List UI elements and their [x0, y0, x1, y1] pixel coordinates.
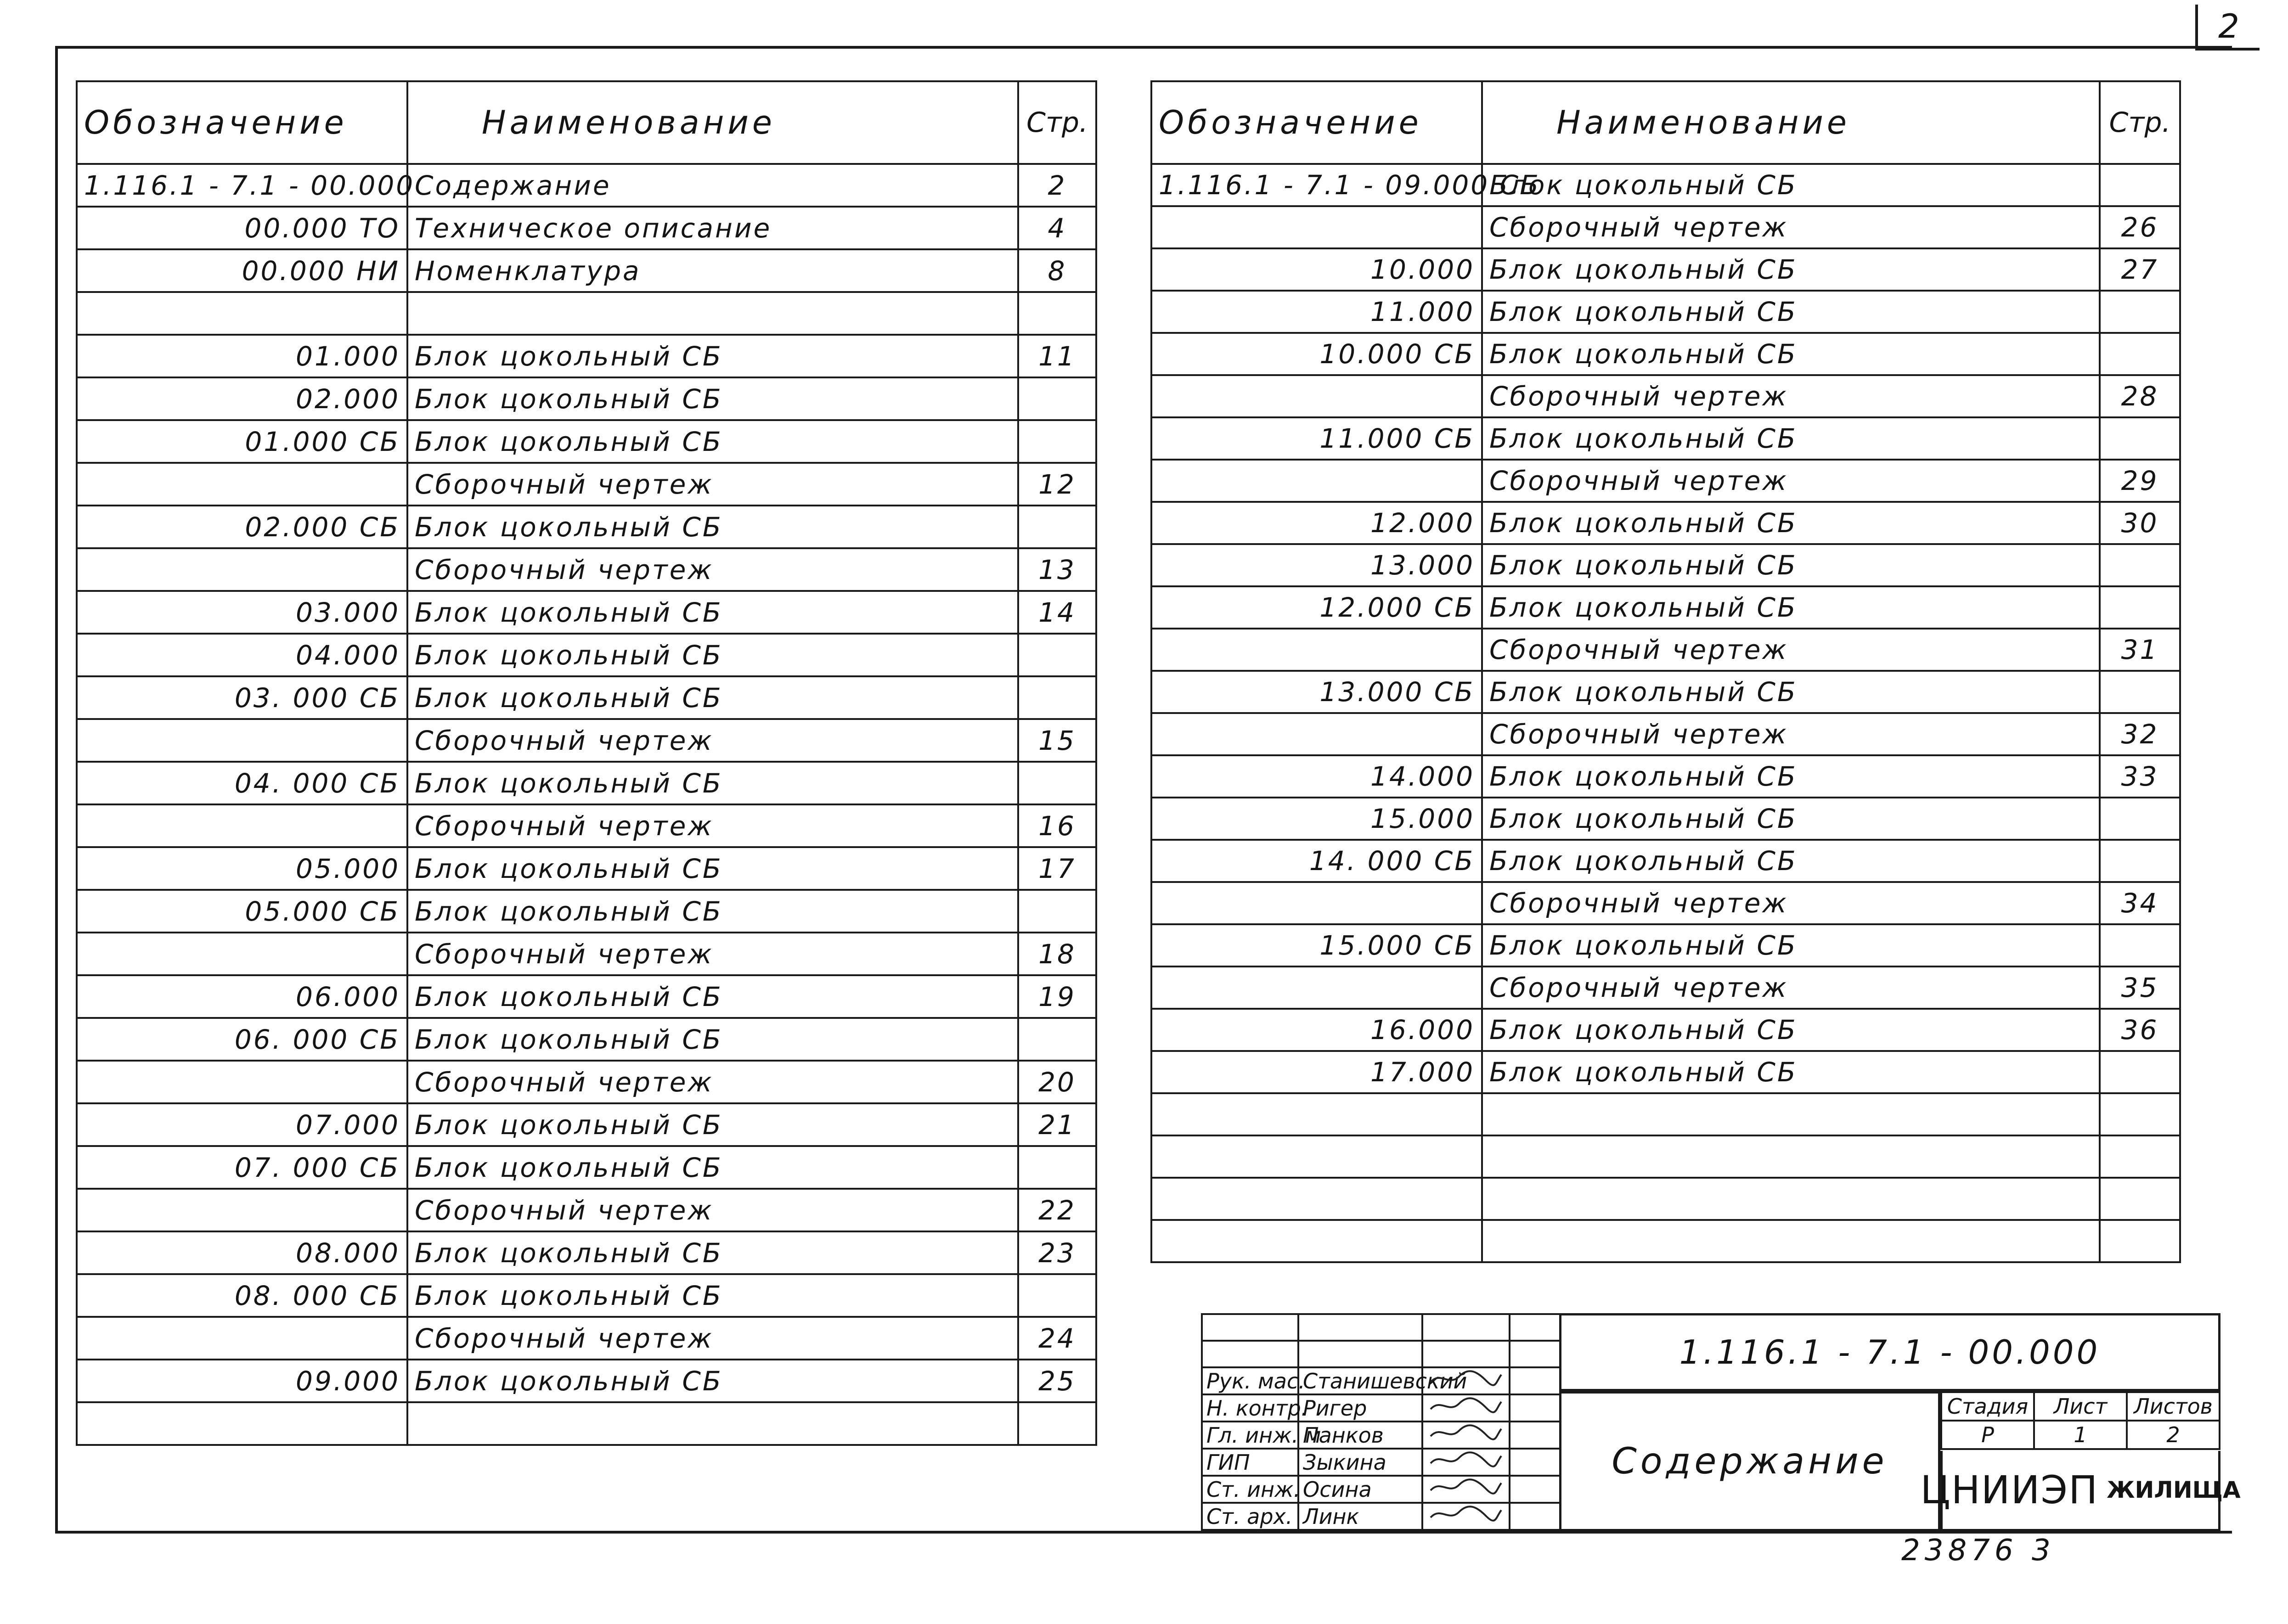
- toc-code: 01.000: [77, 335, 407, 377]
- toc-page: 28: [2100, 375, 2180, 417]
- header-page: Стр.: [2100, 81, 2180, 164]
- toc-name: Блок цокольный СБ: [407, 1018, 1018, 1061]
- toc-name: Номенклатура: [407, 249, 1018, 292]
- organization-subtitle: ЖИЛИЩА: [2107, 1477, 2241, 1503]
- toc-page: 30: [2100, 502, 2180, 544]
- toc-row: [77, 1317, 1096, 1360]
- toc-name: [1482, 1093, 2100, 1135]
- toc-page: [2100, 164, 2180, 206]
- toc-page: 13: [1018, 548, 1096, 591]
- toc-row: [1151, 713, 2180, 755]
- toc-row: [1151, 755, 2180, 798]
- toc-page: 34: [2100, 882, 2180, 924]
- toc-name: Блок цокольный СБ: [407, 1146, 1018, 1189]
- toc-name: Блок цокольный СБ: [407, 634, 1018, 676]
- toc-name: Блок цокольный СБ: [407, 1103, 1018, 1146]
- toc-row: [77, 933, 1096, 975]
- toc-page: [2100, 671, 2180, 713]
- toc-page: 24: [1018, 1317, 1096, 1360]
- toc-page: 27: [2100, 248, 2180, 291]
- toc-code: 16.000: [1151, 1009, 1482, 1051]
- signature-row: [1202, 1367, 1560, 1394]
- toc-row: [1151, 248, 2180, 291]
- toc-page: 31: [2100, 629, 2180, 671]
- toc-row: [1151, 544, 2180, 586]
- toc-name: Блок цокольный СБ: [407, 1231, 1018, 1274]
- toc-name: Сборочный чертеж: [407, 463, 1018, 506]
- toc-name: Блок цокольный СБ: [407, 975, 1018, 1018]
- toc-name: Блок цокольный СБ: [1482, 798, 2100, 840]
- toc-name: Блок цокольный СБ: [1482, 544, 2100, 586]
- toc-row: [77, 1402, 1096, 1445]
- toc-code: [77, 719, 407, 762]
- toc-name: Блок цокольный СБ: [407, 1274, 1018, 1317]
- toc-page: 14: [1018, 591, 1096, 634]
- toc-code: [77, 1061, 407, 1103]
- toc-page: [2100, 1178, 2180, 1220]
- toc-row: [77, 762, 1096, 804]
- toc-name: Блок цокольный СБ: [407, 335, 1018, 377]
- stage-sheet-table: [1940, 1391, 2220, 1450]
- toc-code: 06. 000 СБ: [77, 1018, 407, 1061]
- sheet-number: 2: [2195, 5, 2260, 51]
- toc-code: 05.000 СБ: [77, 890, 407, 933]
- toc-page: 8: [1018, 249, 1096, 292]
- toc-row: [77, 847, 1096, 890]
- toc-row: [77, 249, 1096, 292]
- toc-row: [1151, 629, 2180, 671]
- toc-code: 1.116.1 - 7.1 - 09.000 СБ: [1151, 164, 1482, 206]
- handwritten-signature: [1422, 1449, 1510, 1476]
- toc-row: [1151, 460, 2180, 502]
- organization: [1920, 1451, 2241, 1531]
- toc-row: [1151, 375, 2180, 417]
- sheets-value: 2: [2127, 1421, 2220, 1449]
- toc-row: [1151, 502, 2180, 544]
- toc-page: [2100, 840, 2180, 882]
- toc-row: [1151, 882, 2180, 924]
- toc-code: 08. 000 СБ: [77, 1274, 407, 1317]
- handwritten-signature: [1422, 1394, 1510, 1422]
- toc-name: Содержание: [407, 164, 1018, 207]
- toc-page: [2100, 1093, 2180, 1135]
- document-title: Содержание: [1559, 1391, 1940, 1531]
- date-cell: [1510, 1394, 1560, 1422]
- toc-code: [1151, 629, 1482, 671]
- toc-name: Сборочный чертеж: [407, 719, 1018, 762]
- toc-code: 04.000: [77, 634, 407, 676]
- toc-row: [77, 676, 1096, 719]
- toc-name: Блок цокольный СБ: [407, 1360, 1018, 1402]
- toc-name: Блок цокольный СБ: [407, 591, 1018, 634]
- toc-name: Блок цокольный СБ: [1482, 1051, 2100, 1093]
- header-page: Стр.: [1018, 81, 1096, 164]
- toc-page: 15: [1018, 719, 1096, 762]
- signature-role: Ст. инж.: [1202, 1476, 1298, 1503]
- toc-page: 18: [1018, 933, 1096, 975]
- toc-page: 21: [1018, 1103, 1096, 1146]
- signature-person: Панков: [1298, 1422, 1422, 1449]
- toc-row: [1151, 291, 2180, 333]
- toc-row: [1151, 164, 2180, 206]
- toc-code: 07. 000 СБ: [77, 1146, 407, 1189]
- toc-name: Сборочный чертеж: [1482, 967, 2100, 1009]
- toc-code: 15.000: [1151, 798, 1482, 840]
- toc-page: 35: [2100, 967, 2180, 1009]
- toc-code: [1151, 967, 1482, 1009]
- toc-name: Сборочный чертеж: [1482, 629, 2100, 671]
- sheet-label: Лист: [2034, 1392, 2127, 1421]
- toc-row: [1151, 1135, 2180, 1178]
- toc-name: Блок цокольный СБ: [1482, 755, 2100, 798]
- toc-page: [1018, 1018, 1096, 1061]
- toc-name: Сборочный чертеж: [407, 1189, 1018, 1231]
- toc-name: Блок цокольный СБ: [1482, 164, 2100, 206]
- toc-page: 36: [2100, 1009, 2180, 1051]
- toc-name: [407, 292, 1018, 335]
- toc-page: [2100, 333, 2180, 375]
- signature-role: Н. контр.: [1202, 1394, 1298, 1422]
- toc-name: Сборочный чертеж: [1482, 713, 2100, 755]
- toc-row: [1151, 967, 2180, 1009]
- toc-name: Блок цокольный СБ: [1482, 1009, 2100, 1051]
- toc-code: 00.000 ТО: [77, 207, 407, 249]
- toc-row: [1151, 671, 2180, 713]
- toc-page: 17: [1018, 847, 1096, 890]
- toc-code: 13.000: [1151, 544, 1482, 586]
- toc-page: [1018, 890, 1096, 933]
- toc-name: [1482, 1135, 2100, 1178]
- toc-code: [1151, 375, 1482, 417]
- toc-page: [2100, 1220, 2180, 1262]
- toc-row: [77, 1360, 1096, 1402]
- toc-name: [1482, 1220, 2100, 1262]
- signature-row: [1202, 1449, 1560, 1476]
- toc-code: 14. 000 СБ: [1151, 840, 1482, 882]
- toc-name: Сборочный чертеж: [1482, 460, 2100, 502]
- toc-page: [1018, 634, 1096, 676]
- toc-page: [2100, 924, 2180, 967]
- toc-name: Сборочный чертеж: [407, 804, 1018, 847]
- toc-code: 11.000 СБ: [1151, 417, 1482, 460]
- toc-code: 03. 000 СБ: [77, 676, 407, 719]
- organization-name: ЦНИИЭП: [1920, 1467, 2099, 1512]
- toc-code: [1151, 460, 1482, 502]
- toc-page: 22: [1018, 1189, 1096, 1231]
- toc-page: [1018, 1274, 1096, 1317]
- signature-row: [1202, 1503, 1560, 1530]
- toc-code: [77, 463, 407, 506]
- toc-page: [2100, 417, 2180, 460]
- toc-page: [1018, 506, 1096, 548]
- toc-row: [1151, 1051, 2180, 1093]
- toc-row: [77, 207, 1096, 249]
- toc-code: 11.000: [1151, 291, 1482, 333]
- toc-name: Сборочный чертеж: [407, 1317, 1018, 1360]
- toc-name: Техническое описание: [407, 207, 1018, 249]
- toc-row: [1151, 206, 2180, 248]
- toc-name: Блок цокольный СБ: [1482, 417, 2100, 460]
- date-cell: [1510, 1422, 1560, 1449]
- toc-code: [1151, 713, 1482, 755]
- handwritten-signature: [1422, 1476, 1510, 1503]
- toc-name: Сборочный чертеж: [1482, 206, 2100, 248]
- toc-left-body: [77, 164, 1096, 1445]
- toc-code: [77, 292, 407, 335]
- signature-role: ГИП: [1202, 1449, 1298, 1476]
- toc-row: [77, 1189, 1096, 1231]
- toc-row: [77, 975, 1096, 1018]
- toc-code: [1151, 1220, 1482, 1262]
- signature-person: Линк: [1298, 1503, 1422, 1530]
- date-cell: [1510, 1367, 1560, 1394]
- toc-row: [77, 292, 1096, 335]
- signature-role: Ст. арх.: [1202, 1503, 1298, 1530]
- toc-code: [77, 1317, 407, 1360]
- toc-name: Блок цокольный СБ: [1482, 248, 2100, 291]
- toc-row: [77, 719, 1096, 762]
- toc-name: Сборочный чертеж: [407, 933, 1018, 975]
- toc-code: 1.116.1 - 7.1 - 00.000: [77, 164, 407, 207]
- toc-code: 06.000: [77, 975, 407, 1018]
- signature-person: Станишевский: [1298, 1367, 1422, 1394]
- document-code: 1.116.1 - 7.1 - 00.000: [1559, 1313, 2220, 1391]
- toc-row: [1151, 840, 2180, 882]
- toc-name: Блок цокольный СБ: [407, 420, 1018, 463]
- toc-row: [1151, 1093, 2180, 1135]
- toc-code: 12.000 СБ: [1151, 586, 1482, 629]
- toc-code: [1151, 1178, 1482, 1220]
- toc-page: [2100, 586, 2180, 629]
- toc-name: Сборочный чертеж: [407, 548, 1018, 591]
- toc-row: [77, 1018, 1096, 1061]
- toc-row: [77, 591, 1096, 634]
- toc-page: 23: [1018, 1231, 1096, 1274]
- toc-page: 33: [2100, 755, 2180, 798]
- signature-role: Рук. мас.: [1202, 1367, 1298, 1394]
- toc-row: [77, 1146, 1096, 1189]
- toc-code: 15.000 СБ: [1151, 924, 1482, 967]
- toc-page: 4: [1018, 207, 1096, 249]
- toc-name: [407, 1402, 1018, 1445]
- archive-number: 23876 3: [1901, 1534, 2055, 1568]
- toc-code: 09.000: [77, 1360, 407, 1402]
- toc-code: [77, 548, 407, 591]
- header-designation: Обозначение: [77, 81, 407, 164]
- toc-code: 07.000: [77, 1103, 407, 1146]
- toc-code: 12.000: [1151, 502, 1482, 544]
- toc-name: Блок цокольный СБ: [407, 762, 1018, 804]
- toc-page: [1018, 1402, 1096, 1445]
- toc-code: 05.000: [77, 847, 407, 890]
- toc-row: [77, 377, 1096, 420]
- toc-name: Блок цокольный СБ: [407, 676, 1018, 719]
- toc-code: 04. 000 СБ: [77, 762, 407, 804]
- toc-row: [1151, 1220, 2180, 1262]
- toc-code: 10.000 СБ: [1151, 333, 1482, 375]
- toc-row: [77, 463, 1096, 506]
- toc-page: 11: [1018, 335, 1096, 377]
- toc-page: [2100, 544, 2180, 586]
- handwritten-signature: [1422, 1503, 1510, 1530]
- toc-row: [77, 335, 1096, 377]
- toc-row: [77, 164, 1096, 207]
- toc-name: Блок цокольный СБ: [1482, 586, 2100, 629]
- toc-code: [77, 933, 407, 975]
- toc-row: [1151, 798, 2180, 840]
- toc-page: 29: [2100, 460, 2180, 502]
- toc-code: 17.000: [1151, 1051, 1482, 1093]
- toc-page: 32: [2100, 713, 2180, 755]
- toc-code: 02.000: [77, 377, 407, 420]
- toc-name: [1482, 1178, 2100, 1220]
- toc-row: [77, 1061, 1096, 1103]
- toc-page: [1018, 292, 1096, 335]
- header-name: Наименование: [1482, 81, 2100, 164]
- toc-page: 20: [1018, 1061, 1096, 1103]
- stage-value: Р: [1941, 1421, 2034, 1449]
- toc-code: [1151, 1093, 1482, 1135]
- toc-page: [2100, 1135, 2180, 1178]
- signature-person: Ригер: [1298, 1394, 1422, 1422]
- toc-row: [1151, 417, 2180, 460]
- toc-row: [1151, 1009, 2180, 1051]
- toc-page: 19: [1018, 975, 1096, 1018]
- handwritten-signature: [1422, 1367, 1510, 1394]
- toc-page: [1018, 377, 1096, 420]
- toc-page: 25: [1018, 1360, 1096, 1402]
- signature-row: [1202, 1422, 1560, 1449]
- toc-name: Сборочный чертеж: [1482, 375, 2100, 417]
- stage-label: Стадия: [1941, 1392, 2034, 1421]
- toc-code: 13.000 СБ: [1151, 671, 1482, 713]
- signature-role: Гл. инж. м: [1202, 1422, 1298, 1449]
- date-cell: [1510, 1503, 1560, 1530]
- signature-person: Осина: [1298, 1476, 1422, 1503]
- toc-row: [77, 634, 1096, 676]
- sheet-value: 1: [2034, 1421, 2127, 1449]
- toc-name: Блок цокольный СБ: [1482, 840, 2100, 882]
- toc-page: [2100, 291, 2180, 333]
- toc-name: Блок цокольный СБ: [1482, 671, 2100, 713]
- toc-name: Сборочный чертеж: [1482, 882, 2100, 924]
- toc-row: [77, 506, 1096, 548]
- toc-code: [77, 804, 407, 847]
- sheets-label: Листов: [2127, 1392, 2220, 1421]
- toc-row: [77, 890, 1096, 933]
- toc-code: 02.000 СБ: [77, 506, 407, 548]
- toc-row: [1151, 1178, 2180, 1220]
- toc-page: [2100, 1051, 2180, 1093]
- toc-page: 16: [1018, 804, 1096, 847]
- toc-code: 14.000: [1151, 755, 1482, 798]
- toc-code: 01.000 СБ: [77, 420, 407, 463]
- header-designation: Обозначение: [1151, 81, 1482, 164]
- toc-page: [1018, 420, 1096, 463]
- toc-page: [1018, 1146, 1096, 1189]
- signature-row: [1202, 1476, 1560, 1503]
- toc-page: [1018, 676, 1096, 719]
- toc-code: [77, 1189, 407, 1231]
- toc-right-body: [1151, 164, 2180, 1262]
- date-cell: [1510, 1449, 1560, 1476]
- toc-table-left: [76, 80, 1097, 1446]
- toc-row: [77, 1274, 1096, 1317]
- toc-code: [1151, 882, 1482, 924]
- toc-code: 03.000: [77, 591, 407, 634]
- toc-page: 26: [2100, 206, 2180, 248]
- toc-page: 2: [1018, 164, 1096, 207]
- toc-table-right: [1150, 80, 2181, 1263]
- signature-person: Зыкина: [1298, 1449, 1422, 1476]
- toc-name: Блок цокольный СБ: [1482, 502, 2100, 544]
- toc-name: Блок цокольный СБ: [1482, 924, 2100, 967]
- toc-row: [77, 804, 1096, 847]
- toc-row: [77, 548, 1096, 591]
- toc-row: [77, 1103, 1096, 1146]
- toc-code: 10.000: [1151, 248, 1482, 291]
- date-cell: [1510, 1476, 1560, 1503]
- toc-code: 00.000 НИ: [77, 249, 407, 292]
- toc-name: Блок цокольный СБ: [1482, 291, 2100, 333]
- toc-row: [77, 420, 1096, 463]
- signature-row: [1202, 1394, 1560, 1422]
- toc-name: Блок цокольный СБ: [407, 847, 1018, 890]
- handwritten-signature: [1422, 1422, 1510, 1449]
- toc-name: Блок цокольный СБ: [1482, 333, 2100, 375]
- toc-name: Блок цокольный СБ: [407, 377, 1018, 420]
- toc-page: [1018, 762, 1096, 804]
- toc-name: Сборочный чертеж: [407, 1061, 1018, 1103]
- toc-page: 12: [1018, 463, 1096, 506]
- toc-name: Блок цокольный СБ: [407, 506, 1018, 548]
- toc-code: [77, 1402, 407, 1445]
- toc-code: [1151, 206, 1482, 248]
- toc-code: [1151, 1135, 1482, 1178]
- toc-row: [1151, 333, 2180, 375]
- toc-row: [77, 1231, 1096, 1274]
- toc-page: [2100, 798, 2180, 840]
- toc-row: [1151, 586, 2180, 629]
- header-name: Наименование: [407, 81, 1018, 164]
- toc-code: 08.000: [77, 1231, 407, 1274]
- toc-name: Блок цокольный СБ: [407, 890, 1018, 933]
- signature-block: [1201, 1313, 1561, 1531]
- toc-row: [1151, 924, 2180, 967]
